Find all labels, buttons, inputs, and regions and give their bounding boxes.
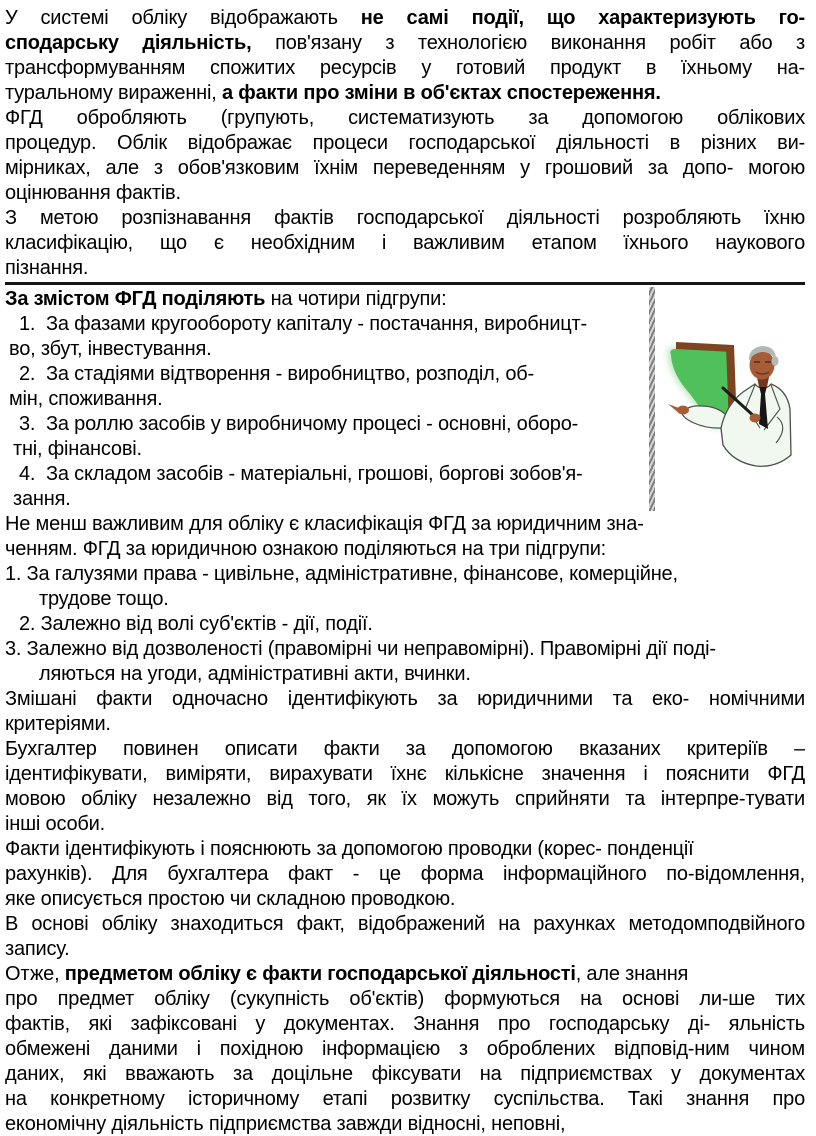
text-segment: пов'язану з технологією виконання робіт або з [275, 32, 805, 54]
text-line [5, 837, 805, 862]
text-line [5, 762, 805, 787]
stick-hand [750, 414, 761, 423]
text-line [5, 56, 805, 81]
text-segment: ФГД обробляють (групують, систематизують за допомогою облікових [5, 107, 805, 129]
text-line [5, 81, 805, 106]
text-line [5, 787, 805, 812]
text-line [19, 312, 645, 337]
text-line [5, 1037, 805, 1062]
bold-text-segment: а факти про зміни в об'єктах спостереження. [222, 82, 661, 104]
text-segment: 3. За роллю засобів у виробничому процесі - основні, оборо- [19, 413, 579, 435]
text-line [39, 587, 805, 612]
bold-text-segment: не самі події, що характеризують го- [360, 7, 805, 29]
text-line [5, 1112, 805, 1136]
text-line [13, 487, 645, 512]
text-segment: інші особи. [5, 813, 105, 835]
text-line [9, 337, 645, 362]
text-line [5, 887, 805, 912]
text-line [5, 1012, 805, 1037]
text-segment: пізнання. [5, 257, 89, 279]
text-segment: ідентифікувати, виміряти, вирахувати їхнє кількісне значення і пояснити ФГД [5, 763, 805, 785]
text-segment: яке описується простою чи складною проводкою. [5, 888, 456, 910]
text-segment: мін, споживання. [9, 388, 163, 410]
lecturer-hair-side [772, 356, 779, 366]
bold-text-segment: сподарську діяльність, [5, 32, 276, 54]
pointing-finger [668, 404, 680, 414]
lecturer-illustration-svg [663, 331, 795, 503]
text-segment: , але знання [575, 963, 689, 985]
text-segment: обмежені даними і похідною інформацією з оброблених відповід-ним чином [5, 1038, 805, 1060]
text-segment: В основі обліку знаходиться факт, відображений на рахунках методомподвійного [5, 913, 805, 935]
text-line [19, 612, 805, 637]
section-rule [5, 282, 805, 285]
text-segment: запису. [5, 938, 70, 960]
text-line [5, 562, 805, 587]
text-segment: про предмет обліку (сукупність об'єктів) формуються на основі ли-ше тих [5, 988, 805, 1010]
text-segment: У системі обліку відображають [5, 7, 361, 29]
text-segment: на чотири підгрупи: [265, 288, 447, 310]
text-segment: класифікацію, що є необхідним і важливим етапом їхнього наукового [5, 232, 805, 254]
text-segment: ченням. ФГД за юридичною ознакою поділяються на три підгрупи: [5, 538, 607, 560]
text-line [5, 181, 805, 206]
text-line [5, 912, 805, 937]
text-line [5, 156, 805, 181]
text-segment: критеріями. [5, 713, 111, 735]
text-line [5, 6, 805, 31]
text-line [5, 106, 805, 131]
text-line [5, 962, 805, 987]
text-segment: 1. За фазами кругообороту капіталу - постачання, виробницт- [19, 313, 587, 335]
text-segment: рахунків). Для бухгалтера факт - це форма інформаційного по-відомлення, [5, 863, 805, 885]
text-segment: 2. Залежно від волі суб'єктів - дії, події. [19, 613, 373, 635]
text-line [5, 31, 805, 56]
text-line [5, 1062, 805, 1087]
text-segment: Змішані факти одночасно ідентифікують за юридичними та еко- номічними [5, 688, 805, 710]
text-line [39, 662, 805, 687]
text-line [5, 687, 805, 712]
text-segment: 3. Залежно від дозволеності (правомірні чи неправомірні). Правомірні дії поді- [5, 638, 716, 660]
text-line [5, 637, 805, 662]
text-line [5, 862, 805, 887]
text-segment: Не менш важливим для обліку є класифікація ФГД за юридичним зна- [5, 513, 644, 535]
text-line [5, 737, 805, 762]
text-line [5, 812, 805, 837]
text-line [5, 206, 805, 231]
text-segment: во, збут, інвестування. [9, 338, 212, 360]
bold-text-segment: За змістом ФГД поділяють [5, 288, 266, 310]
intro-paragraphs [5, 6, 805, 281]
text-segment: економічну діяльність підприємства завжди відносні, неповні, [5, 1113, 566, 1135]
body-paragraphs [5, 512, 805, 1136]
text-segment: мірниках, але з обов'язковим їхнім переведенням у грошовий за допо- могою [5, 157, 805, 179]
text-segment: туральному вираженні, [5, 82, 222, 104]
text-line [5, 987, 805, 1012]
lecturer-illustration [663, 331, 795, 503]
text-line [5, 231, 805, 256]
text-segment: процедур. Облік відображає процеси господарської діяльності в різних ви- [5, 132, 805, 154]
text-line [5, 287, 645, 312]
text-line [9, 387, 645, 412]
text-segment: 1. За галузями права - цивільне, адміністративне, фінансове, комерційне, [5, 563, 678, 585]
text-segment: Отже, [5, 963, 65, 985]
text-line [5, 131, 805, 156]
text-segment: мовою обліку незалежно від того, як їх можуть сприйняти та інтерпре-тувати [5, 788, 805, 810]
text-line [5, 537, 805, 562]
bold-text-segment: предметом обліку є факти господарської діяльності [64, 963, 576, 985]
section-divider-line [649, 287, 655, 511]
text-line [5, 1087, 805, 1112]
text-line [13, 437, 645, 462]
text-segment: Факти ідентифікують і пояснюють за допомогою проводки (корес- понденції [5, 838, 694, 860]
text-line [19, 412, 645, 437]
text-line [19, 462, 645, 487]
classification-section [5, 287, 805, 512]
text-line [5, 512, 805, 537]
text-segment: З метою розпізнавання фактів господарської діяльності розробляють їхню [5, 207, 805, 229]
text-segment: 2. За стадіями відтворення - виробництво, розподіл, об- [19, 363, 535, 385]
text-segment: фактів, які зафіксовані у документах. Знання про господарську ді- яльність [5, 1013, 805, 1035]
text-segment: тні, фінансові. [13, 438, 142, 460]
text-line [19, 362, 645, 387]
text-line [5, 256, 805, 281]
text-segment: трудове тощо. [39, 588, 169, 610]
text-segment: Бухгалтер повинен описати факти за допомогою вказаних критеріїв – [5, 738, 805, 760]
classification-list [5, 287, 645, 512]
text-segment: оцінювання фактів. [5, 182, 181, 204]
text-segment: даних, які вважають за доцільне фіксувати на підприємствах у документах [5, 1063, 805, 1085]
text-line [5, 937, 805, 962]
text-line [5, 712, 805, 737]
text-segment: зання. [13, 488, 71, 510]
text-segment: трансформуванням спожитих ресурсів у готовий продукт в їхньому на- [5, 57, 805, 79]
text-segment: на конкретному історичному етапі розвитку суспільства. Такі знання про [5, 1088, 805, 1110]
text-segment: ляються на угоди, адміністративні акти, вчинки. [39, 663, 471, 685]
text-segment: 4. За складом засобів - матеріальні, грошові, боргові зобов'я- [19, 463, 583, 485]
